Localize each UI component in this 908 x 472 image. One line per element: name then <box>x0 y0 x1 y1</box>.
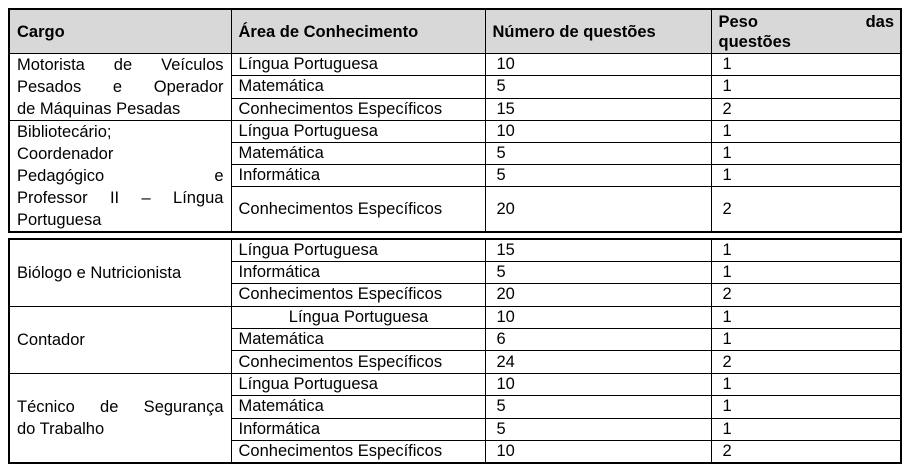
area-cell: Conhecimentos Específicos <box>231 187 485 232</box>
area-cell: Língua Portuguesa <box>231 54 485 76</box>
num-questoes-cell: 5 <box>485 396 711 418</box>
peso-cell: 2 <box>711 187 901 232</box>
num-questoes-cell: 15 <box>485 239 711 261</box>
cargo-cell-bibliotecario <box>9 121 231 233</box>
area-cell: Informática <box>231 418 485 440</box>
cargo-line: Portuguesa <box>17 211 102 229</box>
area-cell: Matemática <box>231 396 485 418</box>
header-peso-line1: Peso das <box>718 12 894 31</box>
num-questoes-cell: 5 <box>485 261 711 283</box>
num-questoes-cell: 20 <box>485 187 711 232</box>
cargo-table-bottom <box>8 238 902 464</box>
cargo-line: Técnico de Segurança <box>17 397 224 416</box>
table-row <box>9 373 901 395</box>
table-row <box>9 121 901 143</box>
peso-cell: 1 <box>711 239 901 261</box>
header-peso-line2: questões <box>718 32 791 51</box>
cargo-table-top <box>8 8 902 233</box>
peso-cell: 1 <box>711 373 901 395</box>
peso-cell: 1 <box>711 165 901 187</box>
num-questoes-cell: 20 <box>485 284 711 306</box>
cargo-line: Biólogo e Nutricionista <box>17 263 182 282</box>
area-cell: Língua Portuguesa <box>231 306 485 328</box>
peso-cell: 2 <box>711 351 901 373</box>
peso-cell: 2 <box>711 98 901 120</box>
area-cell: Informática <box>231 261 485 283</box>
peso-cell: 2 <box>711 441 901 463</box>
num-questoes-cell: 15 <box>485 98 711 120</box>
num-questoes-cell: 5 <box>485 143 711 165</box>
cargo-cell-contador <box>9 306 231 373</box>
cargo-line: Professor II – Língua <box>17 189 224 207</box>
document-page <box>8 8 900 464</box>
area-cell: Conhecimentos Específicos <box>231 98 485 120</box>
cargo-cell-motorista <box>9 54 231 121</box>
cargo-line: Contador <box>17 330 85 349</box>
table-row <box>9 54 901 76</box>
area-cell: Língua Portuguesa <box>231 239 485 261</box>
cargo-line: do Trabalho <box>17 419 105 438</box>
num-questoes-cell: 6 <box>485 329 711 351</box>
num-questoes-cell: 24 <box>485 351 711 373</box>
cargo-line: de Máquinas Pesadas <box>17 100 181 118</box>
num-questoes-cell: 5 <box>485 165 711 187</box>
cargo-line: Coordenador <box>17 145 114 163</box>
area-cell: Matemática <box>231 143 485 165</box>
peso-cell: 1 <box>711 54 901 76</box>
header-row <box>9 9 901 54</box>
header-area: Área de Conhecimento <box>231 9 485 54</box>
cargo-cell-tecnico <box>9 373 231 463</box>
peso-cell: 2 <box>711 284 901 306</box>
peso-cell: 1 <box>711 143 901 165</box>
num-questoes-cell: 5 <box>485 418 711 440</box>
header-numero-questoes: Número de questões <box>485 9 711 54</box>
area-cell: Conhecimentos Específicos <box>231 284 485 306</box>
num-questoes-cell: 10 <box>485 306 711 328</box>
cargo-line: Pedagógico e <box>17 167 224 185</box>
peso-cell: 1 <box>711 329 901 351</box>
peso-cell: 1 <box>711 76 901 98</box>
cargo-line: Pesados e Operador <box>17 78 224 96</box>
peso-cell: 1 <box>711 418 901 440</box>
num-questoes-cell: 10 <box>485 373 711 395</box>
cargo-cell-biologo <box>9 239 231 306</box>
area-cell: Informática <box>231 165 485 187</box>
num-questoes-cell: 10 <box>485 121 711 143</box>
area-cell: Conhecimentos Específicos <box>231 351 485 373</box>
table-row <box>9 239 901 261</box>
area-cell: Matemática <box>231 329 485 351</box>
area-cell: Matemática <box>231 76 485 98</box>
num-questoes-cell: 5 <box>485 76 711 98</box>
cargo-line: Bibliotecário; <box>17 123 112 141</box>
num-questoes-cell: 10 <box>485 441 711 463</box>
area-cell: Língua Portuguesa <box>231 373 485 395</box>
area-cell: Conhecimentos Específicos <box>231 441 485 463</box>
peso-cell: 1 <box>711 306 901 328</box>
num-questoes-cell: 10 <box>485 54 711 76</box>
cargo-line: Motorista de Veículos <box>17 56 224 74</box>
area-cell: Língua Portuguesa <box>231 121 485 143</box>
peso-cell: 1 <box>711 261 901 283</box>
peso-cell: 1 <box>711 396 901 418</box>
peso-cell: 1 <box>711 121 901 143</box>
header-cargo: Cargo <box>9 9 231 54</box>
table-row <box>9 306 901 328</box>
header-peso-questoes <box>711 9 901 54</box>
